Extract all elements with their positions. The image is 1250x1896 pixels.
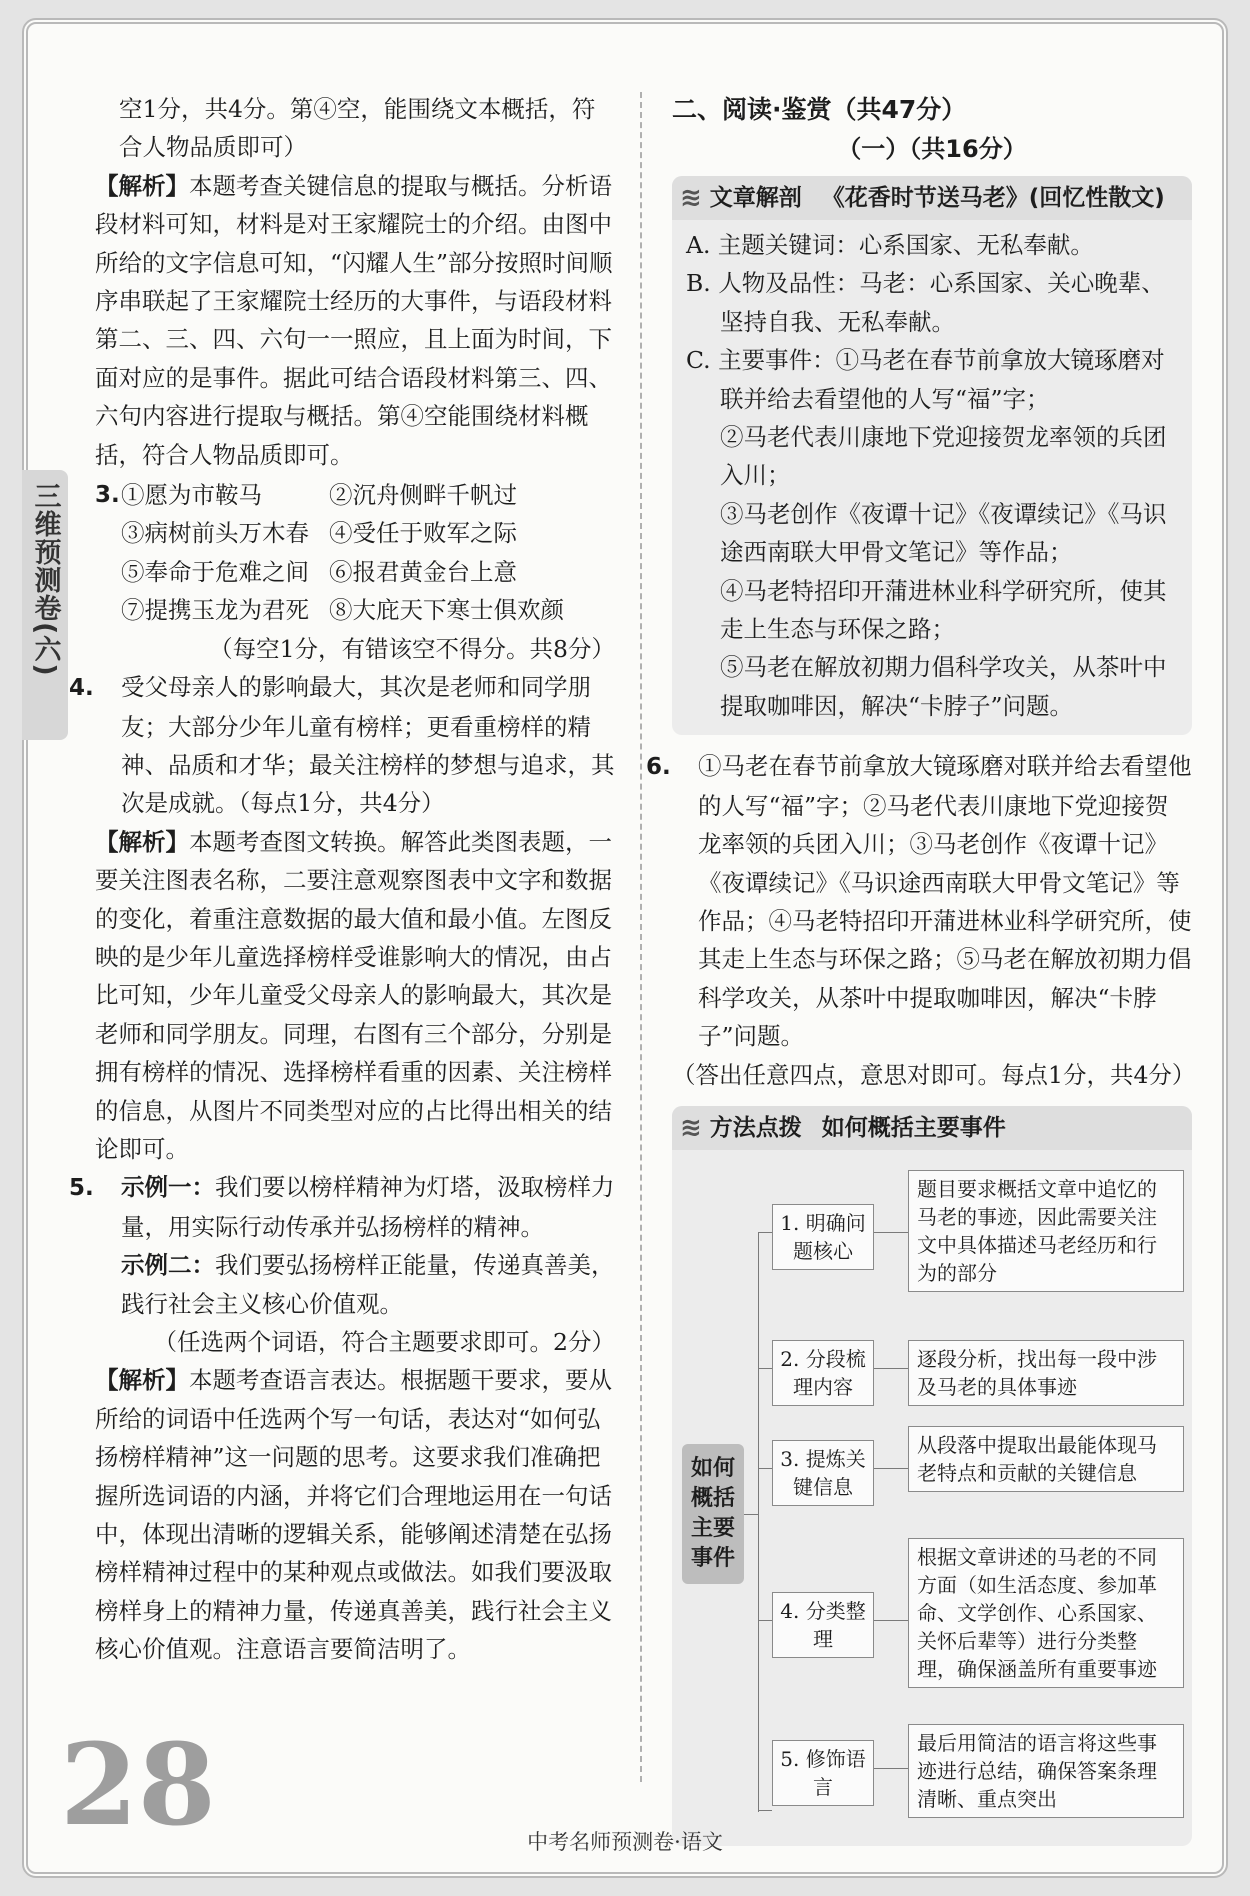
q3-answer-1: ①愿为市鞍马 xyxy=(121,481,262,510)
method-step-5: 5. 修饰语言 xyxy=(772,1740,874,1806)
page-number: 28 xyxy=(60,1720,216,1851)
q4-answer xyxy=(69,668,615,823)
tree-root-connector xyxy=(744,1514,758,1515)
tree-branch xyxy=(874,1620,908,1621)
q5-score: （任选两个词语，符合主题要求即可。2分） xyxy=(153,1328,615,1356)
q5-ex1-label: 示例一： xyxy=(121,1173,215,1202)
tree-branch xyxy=(874,1468,908,1469)
q5-example-1 xyxy=(69,1168,615,1246)
method-step-1: 1. 明确问题核心 xyxy=(772,1204,874,1270)
q3-row-3 xyxy=(95,553,615,591)
subsection-title: （一）（共16分） xyxy=(837,135,1027,163)
column-divider xyxy=(640,92,642,1782)
q5-ex1-text: 我们要以榜样精神为灯塔，汲取榜样力量，用实际行动传承并弘扬榜样的精神。 xyxy=(121,1173,615,1241)
analysis-body xyxy=(672,220,1192,735)
method-label: 方法点拨 xyxy=(709,1114,802,1141)
tree-branch xyxy=(874,1368,908,1369)
analysis-a: A. 主题关键词：心系国家、无私奉献。 xyxy=(686,231,1094,259)
question-6 xyxy=(646,747,1196,1094)
wave-icon: ≋ xyxy=(680,1112,702,1143)
analysis-c-item: ④马老特招印开蒲进林业科学研究所，使其走上生态与环保之路； xyxy=(720,576,1167,644)
left-column xyxy=(69,90,615,1669)
analysis-box xyxy=(672,176,1192,735)
q5-example-2 xyxy=(95,1246,615,1323)
analysis-c-item: ③马老创作《夜谭十记》《夜谭续记》《马识途西南联大甲骨文笔记》等作品； xyxy=(720,499,1167,567)
analysis-c: C. 主要事件：①马老在春节前拿放大镜琢磨对联并给去看望他的人写“福”字； xyxy=(686,346,1165,413)
method-step-4: 4. 分类整理 xyxy=(772,1592,874,1658)
q3-answer-7: ⑦提携玉龙为君死 xyxy=(121,596,309,625)
q3-number: 3. xyxy=(95,482,120,509)
method-desc-1: 题目要求概括文章中追忆的马老的事迹，因此需要关注文中具体描述马老经历和行为的部分 xyxy=(908,1170,1184,1292)
q6-number: 6. xyxy=(646,754,671,781)
tree-branch xyxy=(874,1232,908,1233)
q3-answer-5: ⑤奉命于危难之间 xyxy=(121,557,309,586)
section-title: 二、阅读·鉴赏（共47分） xyxy=(672,95,967,124)
analysis-header xyxy=(672,176,1192,220)
method-step-2: 2. 分段梳理内容 xyxy=(772,1340,874,1406)
method-desc-5: 最后用简洁的语言将这些事迹进行总结，确保答案条理清晰、重点突出 xyxy=(908,1724,1184,1818)
q3-row-4 xyxy=(95,591,615,629)
q4-jiexi-text: 本题考查图文转换。解答此类图表题，一要关注图表名称，二要注意观察图表中文字和数据的变化，着重注意数据的最大值和最小值。左图反映的是少年儿童选择榜样受谁影响大的情况，由占比可知，少年儿童受父母亲人的影响最大，其次是老师和同学朋友。同理，右图有三个部分，分别是拥有榜样的情况、选择榜样看重的因素、关注榜样的信息，从图片不同类型对应的占比得出相关的结论即可。 xyxy=(95,827,612,1163)
analysis-b: B. 人物及品性：马老：心系国家、关心晚辈、坚持自我、无私奉献。 xyxy=(686,269,1165,336)
tree-branch xyxy=(758,1620,772,1621)
method-header xyxy=(672,1106,1192,1150)
q3-row-1 xyxy=(95,476,615,514)
method-title: 如何概括主要事件 xyxy=(821,1114,1006,1141)
tree-branch xyxy=(758,1232,772,1233)
q5-jiexi xyxy=(95,1361,615,1668)
q4-number: 4. xyxy=(69,675,94,702)
method-desc-4: 根据文章讲述的马老的不同方面（如生活态度、参加革命、文学创作、心系国家、关怀后辈等）进行分类整理，确保涵盖所有重要事迹 xyxy=(908,1538,1184,1688)
tree-branch xyxy=(758,1368,772,1369)
right-column xyxy=(646,90,1196,1846)
q5-ex2-label: 示例二： xyxy=(121,1251,215,1280)
q5-ex2-text: 我们要弘扬榜样正能量，传递真善美，践行社会主义核心价值观。 xyxy=(121,1251,615,1318)
method-desc-3: 从段落中提取出最能体现马老特点和贡献的关键信息 xyxy=(908,1426,1184,1492)
q6-score: （答出任意四点，意思对即可。每点1分，共4分） xyxy=(672,1060,1196,1089)
cont-line-2: 合人物品质即可） xyxy=(119,133,307,162)
question-3 xyxy=(95,476,615,668)
side-tab-label: 三维预测卷(六) xyxy=(29,482,61,677)
method-root xyxy=(682,1444,744,1584)
wave-icon: ≋ xyxy=(680,182,702,213)
tree-branch xyxy=(758,1468,772,1469)
tree-trunk-line xyxy=(758,1232,759,1812)
question-5 xyxy=(69,1168,615,1668)
analysis-label: 文章解剖 xyxy=(709,184,802,211)
q4-answer-text: 受父母亲人的影响最大，其次是老师和同学朋友；大部分少年儿童有榜样；更看重榜样的精神、品质和才华；最关注榜样的梦想与追求，其次是成就。（每点1分，共4分） xyxy=(121,673,615,818)
q3-answer-4: ④受任于败军之际 xyxy=(329,519,517,548)
analysis-c-item: ⑤马老在解放初期力倡科学攻关，从茶叶中提取咖啡因，解决“卡脖子”问题。 xyxy=(720,653,1167,720)
cont-line-1: 空1分，共4分。第④空，能围绕文本概括，符 xyxy=(119,95,596,123)
method-desc-2: 逐段分析，找出每一段中涉及马老的具体事迹 xyxy=(908,1340,1184,1406)
side-tab xyxy=(22,470,68,740)
q3-score: （每空1分，有错该空不得分。共8分） xyxy=(209,634,615,663)
q3-row-2 xyxy=(95,514,615,552)
q5-jiexi-text: 本题考查语言表达。根据题干要求，要从所给的词语中任选两个写一句话，表达对“如何弘扬榜样精神”这一问题的思考。这要求我们准确把握所选词语的内涵，并将它们合理地运用在一句话中，体现出清晰的逻辑关系，能够阐述清楚在弘扬榜样精神过程中的某种观点或做法。如我们要汲取榜样身上的精神力量，传递真善美，践行社会主义核心价值观。注意语言要简洁明了。 xyxy=(95,1366,612,1664)
cont-jiexi xyxy=(95,167,615,474)
q4-jiexi xyxy=(95,823,615,1169)
footer-text: 中考名师预测卷·语文 xyxy=(527,1830,723,1854)
analysis-c-item: ②马老代表川康地下党迎接贺龙率领的兵团入川； xyxy=(720,423,1167,490)
jiexi-tag: 【解析】 xyxy=(95,171,189,200)
method-step-3: 3. 提炼关键信息 xyxy=(772,1440,874,1506)
question-4 xyxy=(69,668,615,1168)
q3-answer-8: ⑧大庇天下寒士俱欢颜 xyxy=(329,596,564,625)
q6-answer-text: ①马老在春节前拿放大镜琢磨对联并给去看望他的人写“福”字；②马老代表川康地下党迎接贺龙率领的兵团入川；③马老创作《夜谭十记》《夜谭续记》《马识途西南联大甲骨文笔记》等作品；④马老特招印开蒲进林业科学研究所，使其走上生态与环保之路；⑤马老在解放初期力倡科学攻关，从茶叶中提取咖啡因，解决“卡脖子”问题。 xyxy=(698,752,1192,1051)
q4-jiexi-tag: 【解析】 xyxy=(95,827,189,856)
method-box xyxy=(672,1106,1192,1846)
cont-jiexi-text: 本题考查关键信息的提取与概括。分析语段材料可知，材料是对王家耀院士的介绍。由图中所给的文字信息可知，“闪耀人生”部分按照时间顺序串联起了王家耀院士经历的大事件，与语段材料第二、三、四、六句一一照应，且上面为时间，下面对应的是事件。据此可结合语段材料第三、四、六句内容进行提取与概括。第④空能围绕材料概括，符合人物品质即可。 xyxy=(95,171,613,469)
analysis-title: 《花香时节送马老》(回忆性散文) xyxy=(821,184,1165,211)
tree-branch xyxy=(874,1768,908,1769)
q5-number: 5. xyxy=(69,1175,94,1202)
q5-jiexi-tag: 【解析】 xyxy=(95,1366,189,1395)
q6-answer xyxy=(646,747,1192,1055)
method-root-label: 如何概括主要事件 xyxy=(690,1455,735,1571)
q3-answer-2: ②沉舟侧畔千帆过 xyxy=(329,481,517,510)
tree-branch xyxy=(758,1810,772,1811)
q3-answer-3: ③病树前头万木春 xyxy=(121,519,309,548)
q3-answer-6: ⑥报君黄金台上意 xyxy=(329,557,517,586)
